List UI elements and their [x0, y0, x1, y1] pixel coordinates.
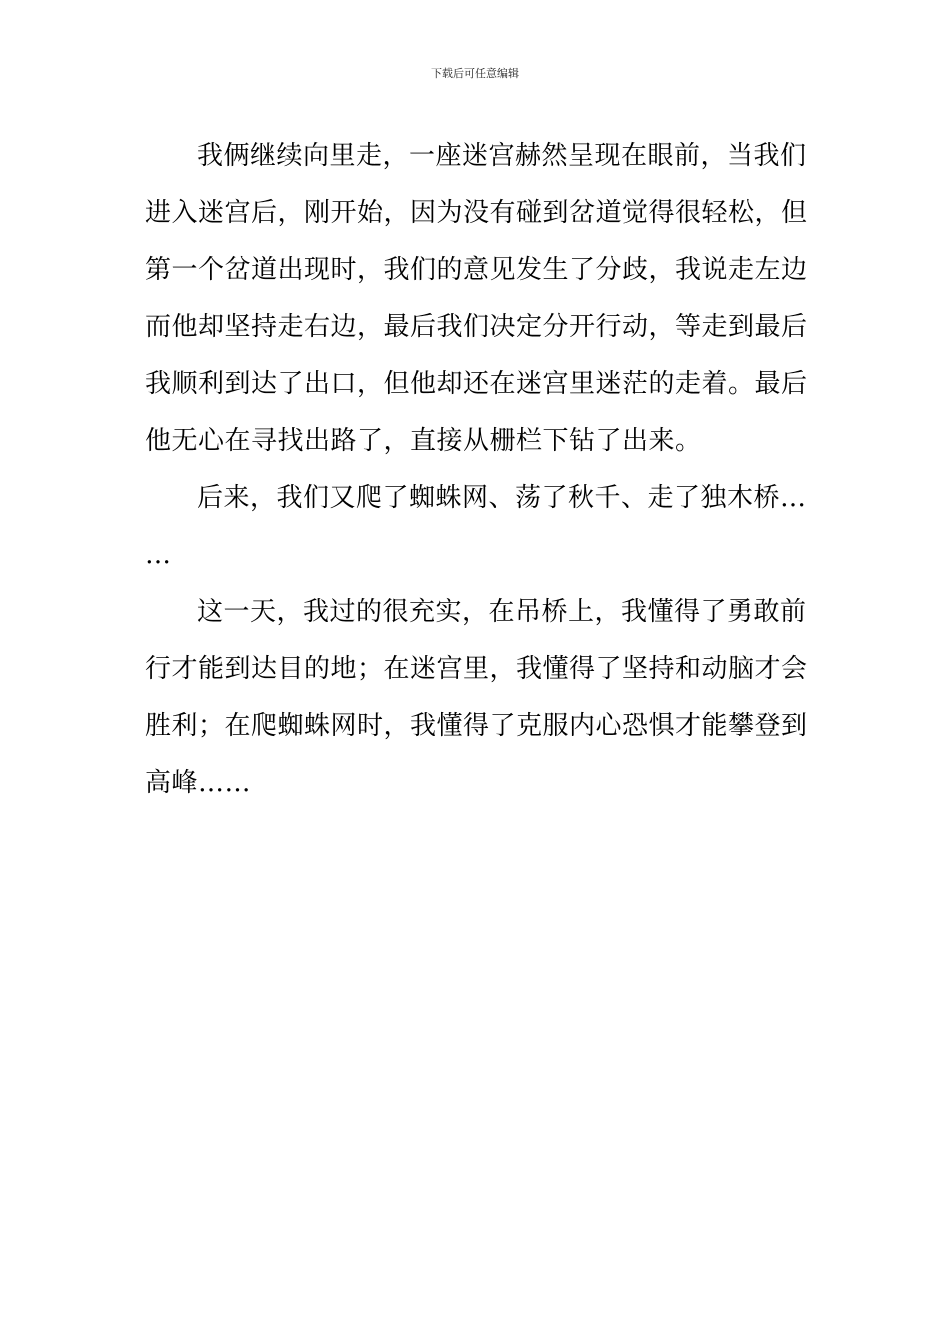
paragraph-1-line-2: 进入迷宫后，刚开始，因为没有碰到岔道觉得很轻松，但 — [145, 198, 808, 228]
paragraph-2-line-2: … — [145, 540, 172, 570]
paragraph-1-line-5: 我顺利到达了出口，但他却还在迷宫里迷茫的走着。最后 — [145, 369, 808, 399]
paragraph-3-line-4: 高峰…… — [145, 768, 252, 798]
paragraph-1-line-4: 而他却坚持走右边，最后我们决定分开行动，等走到最后 — [145, 312, 808, 342]
paragraph-2-line-1: 后来，我们又爬了蜘蛛网、荡了秋千、走了独木桥… — [197, 483, 807, 513]
paragraph-1-line-3: 第一个岔道出现时，我们的意见发生了分歧，我说走左边 — [145, 255, 808, 285]
page-header-note: 下载后可任意编辑 — [431, 67, 519, 80]
paragraph-3-line-1: 这一天，我过的很充实，在吊桥上，我懂得了勇敢前 — [197, 597, 807, 627]
paragraph-3-line-3: 胜利；在爬蜘蛛网时，我懂得了克服内心恐惧才能攀登到 — [145, 711, 808, 741]
paragraph-1-line-6: 他无心在寻找出路了，直接从栅栏下钻了出来。 — [145, 426, 702, 456]
paragraph-3-line-2: 行才能到达目的地；在迷宫里，我懂得了坚持和动脑才会 — [145, 654, 808, 684]
paragraph-1-line-1: 我俩继续向里走，一座迷宫赫然呈现在眼前，当我们 — [197, 141, 807, 171]
document-body — [145, 128, 808, 812]
